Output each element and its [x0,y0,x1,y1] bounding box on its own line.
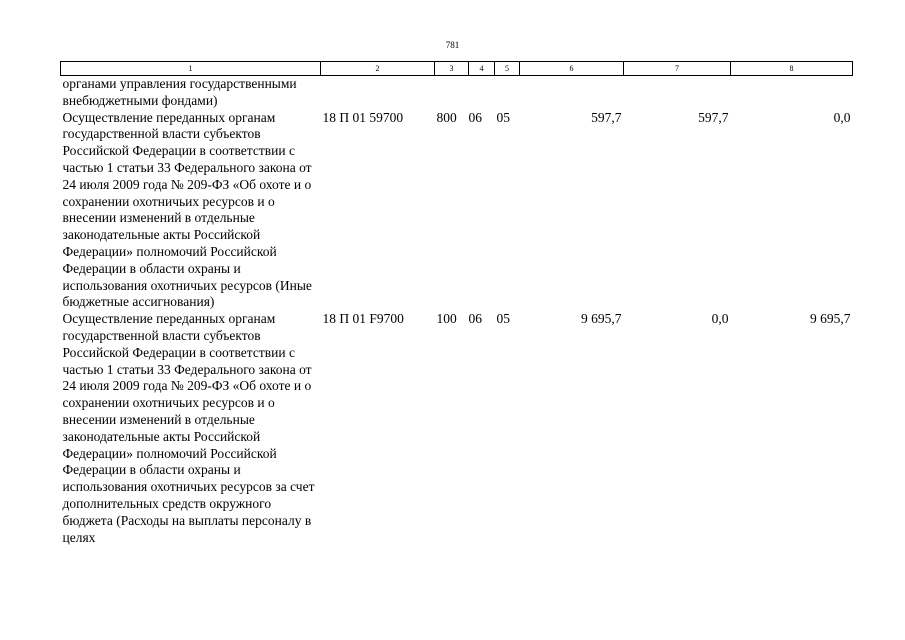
row-expense-type: 100 [436,311,457,327]
row-amount-col8: 9 695,7 [810,311,851,327]
row-subsection: 05 [496,311,510,327]
header-col-5: 5 [495,62,520,76]
row-description: органами управления государственными внебюджетными фондами) [62,76,297,108]
row-expense-type [435,76,469,110]
row-amount-total: 9 695,7 [581,311,622,327]
header-col-1: 1 [61,62,321,76]
table-body [61,76,853,547]
row-section: 06 [468,109,482,125]
header-col-2: 2 [321,62,435,76]
header-col-8: 8 [731,62,853,76]
header-col-3: 3 [435,62,469,76]
row-target-code: 18 П 01 F9700 [322,311,404,327]
row-target-code: 18 П 01 59700 [322,109,404,125]
row-section [469,76,495,110]
page-number: 781 [445,40,460,50]
table-row [61,110,853,312]
row-amount-col7: 597,7 [698,109,729,125]
row-amount-total [520,76,624,110]
row-section: 06 [468,311,482,327]
header-col-6: 6 [520,62,624,76]
row-expense-type: 800 [436,109,457,125]
header-col-7: 7 [624,62,731,76]
row-amount-col8: 0,0 [833,109,851,125]
row-description: Осуществление переданных органам государственной власти субъектов Российской Федерации в соответствии с частью 1 статьи 33 Федерального закона от 24 июля 2009 года № 209-ФЗ «Об охоте и о сохранении охотничьих ресурсов и о внесении изменений в отдельные законодательные акты Российской Федерации» полномочий Российской Федерации в области охраны и использования охотничьих ресурсов (Иные бюджетные ассигнования) [62,109,312,310]
budget-table [60,61,853,546]
row-target-code [321,76,435,110]
header-col-4: 4 [469,62,495,76]
table-row [61,311,853,546]
table-header [61,62,853,76]
header-row [61,62,853,76]
row-amount-col7 [624,76,731,110]
row-description: Осуществление переданных органам государственной власти субъектов Российской Федерации в соответствии с частью 1 статьи 33 Федерального закона от 24 июля 2009 года № 209-ФЗ «Об охоте и о сохранении охотничьих ресурсов и о внесении изменений в отдельные законодательные акты Российской Федерации» полномочий Российской Федерации в области охраны и использования охотничьих ресурсов за счет дополнительных средств окружного бюджета (Расходы на выплаты персоналу в целях [62,311,315,545]
row-subsection: 05 [496,109,510,125]
row-amount-total: 597,7 [591,109,622,125]
row-amount-col7: 0,0 [711,311,729,327]
row-subsection [495,76,520,110]
row-amount-col8 [731,76,853,110]
table-row [61,76,853,110]
